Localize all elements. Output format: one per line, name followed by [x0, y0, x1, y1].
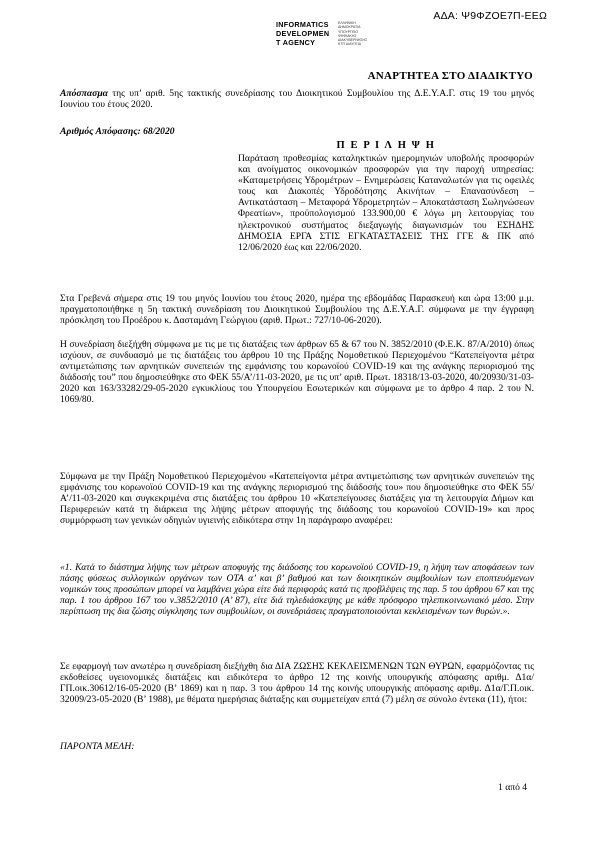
- intro-paragraph: [60, 88, 534, 110]
- summary-title: Π Ε Ρ Ι Λ Η Ψ Η: [336, 140, 436, 151]
- covid-act-paragraph: Σύμφωνα με την Πράξη Νομοθετικού Περιεχομένου «Κατεπείγοντα μέτρα αντιμετώπισης των αρνητικών συνεπειών της εμφάνισης του κορωνοϊού COVID-19 και της ανάγκης περιορισμού της διάδοσής του» που δημοσιεύθηκε στο ΦΕΚ 55/Α’/11-03-2020 και συγκεκριμένα στις διατάξεις του άρθρου 10 «Κατεπείγουσες διατάξεις για τη λειτουργία Δήμων και Περιφερειών κατά τη διάρκεια της λήψης μέτρων αποφυγής της διάδοσης του κορωνοϊού COVID-19» και προς συμμόρφωση των γενικών οδηγιών υγιεινής ειδικότερα στην 1η παράγραφο αναφέρει:: [60, 471, 534, 527]
- decision-number: Αριθμός Απόφασης: 68/2020: [60, 126, 175, 137]
- quoted-provision: «1. Κατά το διάστημα λήψης των μέτρων αποφυγής της διάδοσης του κορωνοϊού COVID-19, η λήψη των αποφάσεων των πάσης φύσεως συλλογικών οργάνων των ΟΤΑ α’ και β’ βαθμού και των διοικητικών συμβουλίων των εποπτευόμενων νομικών τους προσώπων μπορεί να λαμβάνει χώρα είτε διά περιφοράς κατά τις προβλέψεις της παρ. 5 του άρθρου 67 και της παρ. 1 του άρθρου 167 του ν.3852/2010 (Α’ 87), είτε διά τηλεδιάσκεψης με κάθε πρόσφορο τηλεπικοινωνιακό μέσο. Στην περίπτωση της δια ζώσης σύγκλησης των συμβουλίων, οι συνεδριάσεις πραγματοποιούνται κεκλεισμένων των θυρών.».: [60, 562, 534, 618]
- meeting-paragraph: Στα Γρεβενά σήμερα στις 19 του μηνός Ιουνίου του έτους 2020, ημέρα της εβδομάδας Παρασκευή και ώρα 13:00 μ.μ. πραγματοποιήθηκε η 5η τακτική συνεδρίαση του Διοικητικού Συμβουλίου της Δ.Ε.Υ.Α.Γ. σύμφωνα με την έγγραφη πρόσκληση του Προέδρου κ. Δασταμάνη Γεώργιου (αριθ. Πρωτ.: 727/10-06-2020).: [60, 293, 534, 327]
- logo-small-text: ΕΛΛΗΝΙΚΗ ΔΗΜΟΚΡΑΤΙΑ ΥΠΟΥΡΓΕΙΟ ΨΗΦΙΑΚΗΣ ΔΙΑΚΥΒΕΡΝΗΣΗΣ ΚΤΠ ΔΙΑΥΓΕΙΑ: [338, 21, 368, 47]
- members-present-label: ΠΑΡΟΝΤΑ ΜΕΛΗ:: [60, 741, 135, 752]
- page-number: 1 από 4: [498, 782, 528, 793]
- summary-text: Παράταση προθεσμίας καταληκτικών ημερομηνιών υποβολής προσφορών και ανοίγματος οικονομικών προσφορών για την παροχή υπηρεσίας: «Καταμετρήσεις Υδρομέτρων – Ενημερώσεις Καταναλωτών για τις οφειλές τους και Διακοπές Υδροδότησης Ακινήτων – Επανασύνδεση – Αντικατάσταση – Μεταφορά Υδρομετρητών – Αποκατάσταση Σωληνώσεων Φρεατίων», προϋπολογισμού 133.900,00 € λόγω μη λειτουργίας του ηλεκτρονικού συστήματος διεξαγωγής διαγωνισμών του ΕΣΗΔΗΣ ΔΗΜΟΣΙΑ ΕΡΓΑ ΣΤΙΣ ΕΓΚΑΤΑΣΤΑΣΕΙΣ ΤΗΣ ΓΓΕ & ΠΚ από 12/06/2020 έως και 22/06/2020.: [238, 153, 534, 253]
- page-heading: ΑΝΑΡΤΗΤΕΑ ΣΤΟ ΔΙΑΔΙΚΤΥΟ: [367, 70, 533, 82]
- informatics-development-agency-logo: [276, 20, 366, 64]
- ada-code: ΑΔΑ: Ψ9ΦΖΟΕ7Π-ΕΕΩ: [433, 10, 547, 22]
- logo-text: INFORMATICS DEVELOPMEN T AGENCY: [276, 20, 330, 47]
- intro-label: Απόσπασμα: [60, 88, 108, 99]
- application-paragraph: Σε εφαρμογή των ανωτέρω η συνεδρίαση διεξήχθη δια ΔΙΑ ΖΩΣΗΣ ΚΕΚΛΕΙΣΜΕΝΩΝ ΤΩΝ ΘΥΡΩΝ, εφαρμόζοντας τις εκδοθείσες υγειονομικές διατάξεις και ειδικότερα το άρθρο 12 της κοινής υπουργικής απόφασης αριθμ. Δ1α/ΓΠ.οικ.30612/16-05-2020 (Β’ 1869) και η παρ. 3 του άρθρου 14 της κοινής υπουργικής απόφασης αριθμ. Δ1α/Γ.Π.οικ. 32009/23-05-2020 (Β’ 1988), με θέματα ημερήσιας διάταξης και συμμετείχαν επτά (7) μέλη σε σύνολο έντεκα (11), ήτοι:: [60, 661, 534, 706]
- legal-basis-paragraph: Η συνεδρίαση διεξήχθη σύμφωνα με τις με τις διατάξεις των άρθρων 65 & 67 του Ν. 3852/2010 (Φ.Ε.Κ. 87/Α/2010) όπως ισχύουν, σε συνδυασμό με τις διατάξεις του άρθρου 10 της Πράξης Νομοθετικού Περιεχομένου “Κατεπείγοντα μέτρα αντιμετώπισης των αρνητικών συνεπειών της εμφάνισης του κορωνοϊού COVID-19 και της ανάγκης περιορισμού της διάδοσής του” που δημοσιεύθηκε στο ΦΕΚ 55/Α’/11-03-2020, με τις υπ’ αριθ. Πρωτ. 18318/13-03-2020, 40/20930/31-03-2020 και 163/33282/29-05-2020 εγκυκλίους του Υπουργείου Εσωτερικών και σύμφωνα με το άρθρο 4 παρ. 2 του Ν. 1069/80.: [60, 339, 534, 406]
- intro-text: της υπ’ αριθ. 5ης τακτικής συνεδρίασης του Διοικητικού Συμβουλίου της Δ.Ε.Υ.Α.Γ. στις 19 του μηνός Ιουνίου του έτους 2020.: [60, 88, 534, 111]
